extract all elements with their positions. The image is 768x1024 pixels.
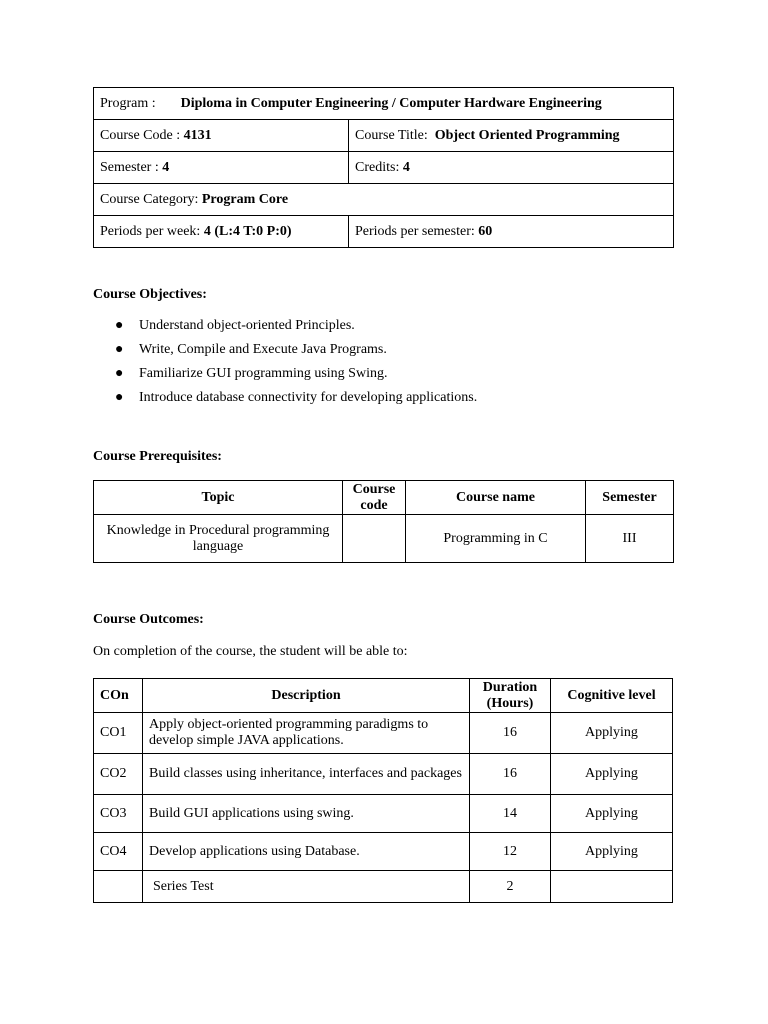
bullet-icon: ● — [115, 342, 124, 357]
credits-value: 4 — [402, 159, 410, 175]
table-cell — [94, 871, 143, 903]
list-item — [93, 316, 477, 340]
bullet-icon: ● — [115, 366, 124, 381]
table-cell: Series Test — [143, 871, 470, 903]
course-info-table — [93, 87, 674, 248]
table-cell: 16 — [470, 713, 551, 754]
table-cell: Applying — [551, 713, 673, 754]
semester-credits-row — [94, 152, 674, 184]
bullet-icon: ● — [115, 318, 124, 333]
code-title-row — [94, 120, 674, 152]
table-row — [94, 713, 673, 754]
table-cell: Programming in C — [406, 515, 586, 563]
table-cell: Applying — [551, 833, 673, 871]
periods-semester-cell — [349, 216, 674, 248]
column-header: Course name — [406, 481, 586, 515]
periods-week-label: Periods per week: — [100, 223, 201, 239]
table-cell — [551, 871, 673, 903]
objective-text: Understand object-oriented Principles. — [139, 318, 355, 333]
column-header: Semester — [586, 481, 674, 515]
table-header-row — [94, 679, 673, 713]
table-cell: 14 — [470, 795, 551, 833]
list-item — [93, 340, 477, 364]
table-row — [94, 871, 673, 903]
category-value: Program Core — [201, 191, 289, 207]
objectives-heading: Course Objectives: — [93, 287, 207, 302]
table-cell: CO4 — [94, 833, 143, 871]
outcomes-heading: Course Outcomes: — [93, 612, 204, 627]
course-code-label: Course Code : — [100, 127, 181, 143]
table-row — [94, 515, 674, 563]
course-title-cell — [349, 120, 674, 152]
outcomes-intro: On completion of the course, the student will be able to: — [93, 644, 408, 659]
table-cell: CO1 — [94, 713, 143, 754]
prerequisites-table — [93, 480, 674, 563]
table-cell: Applying — [551, 754, 673, 795]
program-label: Program : — [100, 95, 156, 111]
category-row — [94, 184, 674, 216]
list-item — [93, 364, 477, 388]
course-title-label: Course Title: — [355, 127, 428, 143]
semester-cell — [94, 152, 349, 184]
course-code-cell — [94, 120, 349, 152]
program-value: Diploma in Computer Engineering / Computer Hardware Engineering — [180, 95, 602, 111]
credits-label: Credits: — [355, 159, 400, 175]
table-header-row — [94, 481, 674, 515]
program-row — [94, 88, 674, 120]
table-row — [94, 754, 673, 795]
periods-week-value: 4 (L:4 T:0 P:0) — [203, 223, 292, 239]
column-header: Cognitive level — [551, 679, 673, 713]
column-header: Topic — [94, 481, 343, 515]
bullet-icon: ● — [115, 390, 124, 405]
credits-cell — [349, 152, 674, 184]
table-cell: CO2 — [94, 754, 143, 795]
table-cell: Develop applications using Database. — [143, 833, 470, 871]
table-cell: III — [586, 515, 674, 563]
course-code-value: 4131 — [183, 127, 212, 143]
category-cell — [94, 184, 674, 216]
table-cell: Build classes using inheritance, interfaces and packages — [143, 754, 470, 795]
objectives-list — [93, 316, 477, 412]
table-cell: Knowledge in Procedural programming language — [94, 515, 343, 563]
column-header: Course code — [343, 481, 406, 515]
table-cell: 2 — [470, 871, 551, 903]
table-row — [94, 833, 673, 871]
table-cell: Apply object-oriented programming paradigms to develop simple JAVA applications. — [143, 713, 470, 754]
periods-semester-value: 60 — [478, 223, 493, 239]
table-cell: CO3 — [94, 795, 143, 833]
table-cell: 12 — [470, 833, 551, 871]
prerequisites-heading: Course Prerequisites: — [93, 449, 222, 464]
table-cell: 16 — [470, 754, 551, 795]
periods-row — [94, 216, 674, 248]
semester-label: Semester : — [100, 159, 159, 175]
list-item — [93, 388, 477, 412]
semester-value: 4 — [162, 159, 170, 175]
program-cell — [94, 88, 674, 120]
course-title-value: Object Oriented Programming — [434, 127, 620, 143]
periods-week-cell — [94, 216, 349, 248]
objective-text: Familiarize GUI programming using Swing. — [139, 366, 388, 381]
objective-text: Write, Compile and Execute Java Programs. — [139, 342, 387, 357]
outcomes-table — [93, 678, 673, 903]
periods-semester-label: Periods per semester: — [355, 223, 475, 239]
column-header: Duration (Hours) — [470, 679, 551, 713]
category-label: Course Category: — [100, 191, 199, 207]
column-header: COn — [94, 679, 143, 713]
table-row — [94, 795, 673, 833]
column-header: Description — [143, 679, 470, 713]
table-cell: Applying — [551, 795, 673, 833]
objective-text: Introduce database connectivity for developing applications. — [139, 390, 478, 405]
table-cell — [343, 515, 406, 563]
table-cell: Build GUI applications using swing. — [143, 795, 470, 833]
